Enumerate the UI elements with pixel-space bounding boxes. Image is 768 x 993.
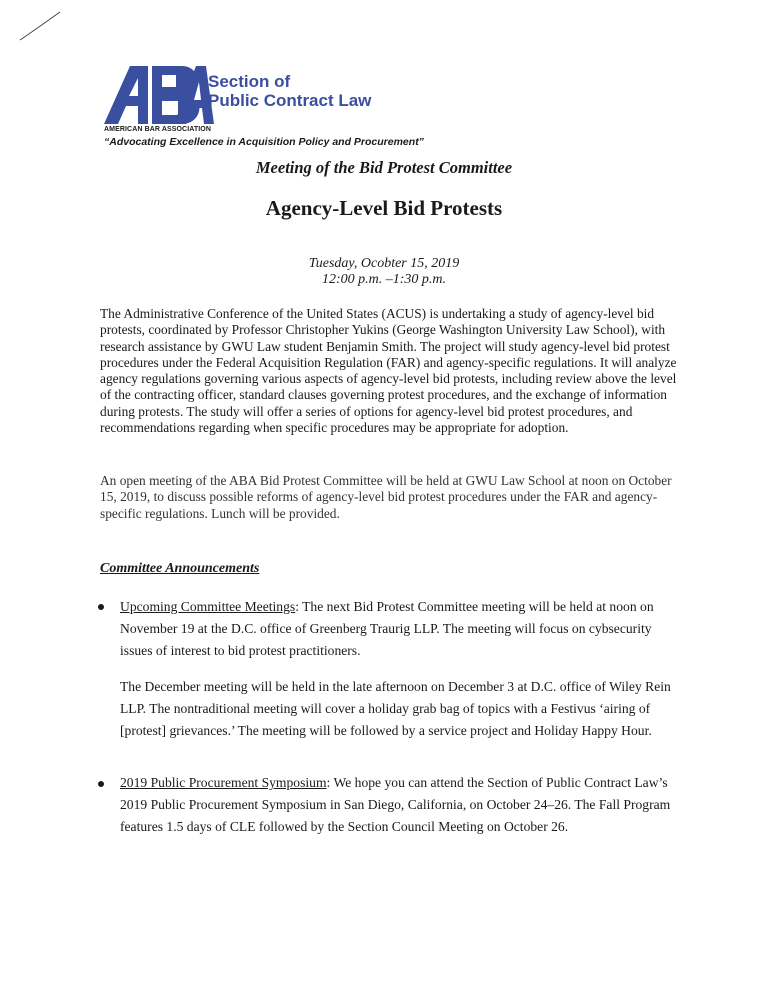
- announcement-item-symposium: [120, 772, 680, 838]
- announcement-lead: Upcoming Committee Meetings: [120, 599, 296, 614]
- bullet-icon: [98, 604, 104, 610]
- aba-letterhead: [104, 66, 484, 150]
- meeting-title: Meeting of the Bid Protest Committee: [255, 158, 513, 177]
- intro-paragraph: The Administrative Conference of the United States (ACUS) is undertaking a study of agency-level bid protests, coordinated by Professor Christopher Yukins (George Washington University Law School), with research assistance by GWU Law student Benjamin Smith. The project will study agency-level bid protest procedures under the Federal Acquisition Regulation (FAR) and agency-specific regulations. It will analyze agency regulations governing various aspects of agency-level bid protests, including review above the level of the contracting officer, standard clauses governing protest procedures, and the exchange of information during protests. The study will offer a series of options for agency-level bid protest procedures, and recommendations regarding when specific procedures may be appropriate for adoption.: [100, 306, 677, 436]
- pen-mark: [18, 10, 62, 42]
- slogan: “Advocating Excellence in Acquisition Policy and Procurement”: [104, 136, 424, 148]
- announcement-text: : We hope you can attend the Section of Public Contract Law’s 2019 Public Procurement Symposium in San Diego, California, on October 24–26. The Fall Program features 1.5 days of CLE followed by the Section Council Meeting on October 26.: [120, 775, 671, 834]
- announcement-text: : The next Bid Protest Committee meeting will be held at noon on November 19 at the D.C. office of Greenberg Traurig LLP. The meeting will focus on cybsecurity issues of interest to bid protest practitioners.: [120, 599, 654, 658]
- announcement-continuation: The December meeting will be held in the late afternoon on December 3 at D.C. office of Wiley Rein LLP. The nontraditional meeting will cover a holiday grab bag of topics with a Festivus ‘airing of [protest] grievances.’ The meeting will be followed by a service project and Holiday Happy Hour.: [120, 679, 671, 738]
- section-name-line-1: Section of: [208, 72, 291, 91]
- announcement-item-meetings: [120, 596, 680, 662]
- section-name-line-2: Public Contract Law: [208, 91, 372, 110]
- page-title: Agency-Level Bid Protests: [265, 196, 503, 220]
- section-heading: Committee Announcements: [100, 561, 260, 576]
- meeting-paragraph: An open meeting of the ABA Bid Protest Committee will be held at GWU Law School at noon on October 15, 2019, to discuss possible reforms of agency-level bid protest procedures under the FAR and agency-specific regulations. Lunch will be provided.: [100, 473, 672, 521]
- meeting-date: Tuesday, Ocobter 15, 2019: [308, 256, 460, 271]
- announcement-lead: 2019 Public Procurement Symposium: [120, 775, 327, 790]
- aba-name: AMERICAN BAR ASSOCIATION: [104, 126, 212, 133]
- bullet-icon: [98, 781, 104, 787]
- meeting-time: 12:00 p.m. –1:30 p.m.: [321, 272, 447, 287]
- aba-logo-icon: [104, 66, 214, 124]
- section-name: [208, 72, 371, 110]
